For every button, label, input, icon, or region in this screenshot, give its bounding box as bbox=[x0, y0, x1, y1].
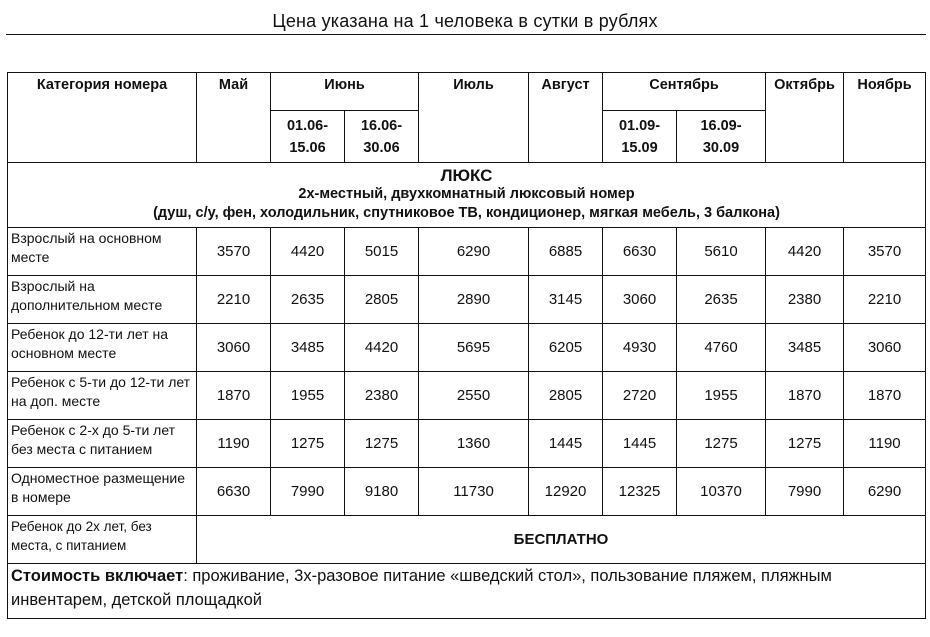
price-cell: 11730 bbox=[419, 468, 529, 516]
price-cell: 2635 bbox=[271, 276, 345, 324]
price-cell: 2805 bbox=[529, 372, 603, 420]
price-cell: 12325 bbox=[603, 468, 677, 516]
price-cell: 2550 bbox=[419, 372, 529, 420]
price-cell: 1955 bbox=[271, 372, 345, 420]
includes-text: : проживание, 3х-разовое питание «шведский стол», пользование пляжем, пляжным инвентарем, детской площадкой bbox=[11, 567, 832, 609]
header-september-period-1 bbox=[603, 111, 677, 163]
price-cell: 7990 bbox=[766, 468, 844, 516]
price-cell: 6885 bbox=[529, 228, 603, 276]
price-cell: 1870 bbox=[844, 372, 926, 420]
row-label: Ребенок до 12-ти лет на основном месте bbox=[8, 324, 197, 372]
price-cell: 4420 bbox=[271, 228, 345, 276]
header-june: Июнь bbox=[271, 73, 419, 111]
price-cell: 1360 bbox=[419, 420, 529, 468]
sep-period-1-end: 15.09 bbox=[621, 139, 658, 156]
price-cell: 2210 bbox=[197, 276, 271, 324]
price-cell: 9180 bbox=[345, 468, 419, 516]
row-label: Одноместное размещение в номере bbox=[8, 468, 197, 516]
price-cell: 3485 bbox=[766, 324, 844, 372]
header-may: Май bbox=[197, 73, 271, 163]
price-cell: 3570 bbox=[197, 228, 271, 276]
section-title: ЛЮКС bbox=[440, 166, 493, 185]
price-cell: 5695 bbox=[419, 324, 529, 372]
price-cell: 1445 bbox=[603, 420, 677, 468]
price-cell: 1275 bbox=[677, 420, 766, 468]
header-september: Сентябрь bbox=[603, 73, 766, 111]
page-caption: Цена указана на 1 человека в сутки в рублях bbox=[272, 11, 658, 31]
price-cell: 2210 bbox=[844, 276, 926, 324]
price-cell: 1190 bbox=[844, 420, 926, 468]
june-period-1-end: 15.06 bbox=[289, 139, 326, 156]
price-cell: 6205 bbox=[529, 324, 603, 372]
section-amenities: (душ, с/у, фен, холодильник, спутниковое ТВ, кондиционер, мягкая мебель, 3 балкона) bbox=[153, 205, 780, 221]
row-label: Ребенок с 5-ти до 12-ти лет на доп. месте bbox=[8, 372, 197, 420]
header-september-period-2 bbox=[677, 111, 766, 163]
june-period-1-start: 01.06- bbox=[286, 117, 329, 134]
price-cell: 3060 bbox=[197, 324, 271, 372]
free-row bbox=[8, 516, 926, 564]
row-label: Взрослый на основном месте bbox=[8, 228, 197, 276]
price-cell: 1870 bbox=[197, 372, 271, 420]
price-cell: 1445 bbox=[529, 420, 603, 468]
section-header bbox=[8, 163, 926, 228]
price-cell: 10370 bbox=[677, 468, 766, 516]
price-cell: 1275 bbox=[766, 420, 844, 468]
sep-period-2-start: 16.09- bbox=[700, 117, 742, 134]
price-cell: 2380 bbox=[766, 276, 844, 324]
price-cell: 1955 bbox=[677, 372, 766, 420]
header-row bbox=[8, 73, 926, 111]
table-row bbox=[8, 468, 926, 516]
price-cell: 5610 bbox=[677, 228, 766, 276]
row-label: Ребенок до 2х лет, без места, с питанием bbox=[8, 516, 197, 564]
header-august: Август bbox=[529, 73, 603, 163]
price-cell: 2635 bbox=[677, 276, 766, 324]
price-cell: 3570 bbox=[844, 228, 926, 276]
row-label: Ребенок с 2-х до 5-ти лет без места с питанием bbox=[8, 420, 197, 468]
header-category: Категория номера bbox=[8, 73, 197, 163]
price-cell: 6630 bbox=[197, 468, 271, 516]
price-cell: 2380 bbox=[345, 372, 419, 420]
price-table bbox=[7, 72, 926, 619]
price-cell: 7990 bbox=[271, 468, 345, 516]
header-june-period-1 bbox=[271, 111, 345, 163]
header-october: Октябрь bbox=[766, 73, 844, 163]
section-header-row bbox=[8, 163, 926, 228]
price-cell: 1870 bbox=[766, 372, 844, 420]
sep-period-2-end: 30.09 bbox=[702, 139, 740, 156]
table-row bbox=[8, 372, 926, 420]
sep-period-1-start: 01.09- bbox=[618, 117, 661, 134]
table-row bbox=[8, 276, 926, 324]
june-period-2-start: 16.06- bbox=[360, 117, 403, 134]
includes-row bbox=[8, 564, 926, 619]
header-june-period-2 bbox=[345, 111, 419, 163]
price-cell: 2720 bbox=[603, 372, 677, 420]
price-cell: 3060 bbox=[603, 276, 677, 324]
price-cell: 4930 bbox=[603, 324, 677, 372]
price-cell: 4760 bbox=[677, 324, 766, 372]
price-cell: 4420 bbox=[345, 324, 419, 372]
includes-note bbox=[8, 564, 926, 619]
price-cell: 12920 bbox=[529, 468, 603, 516]
caption-underline bbox=[6, 34, 926, 35]
header-november: Ноябрь bbox=[844, 73, 926, 163]
price-cell: 1190 bbox=[197, 420, 271, 468]
free-value: БЕСПЛАТНО bbox=[197, 516, 926, 564]
includes-label: Стоимость включает bbox=[11, 567, 184, 585]
price-cell: 1275 bbox=[345, 420, 419, 468]
section-subtitle: 2х-местный, двухкомнатный люксовый номер bbox=[298, 186, 635, 202]
price-cell: 5015 bbox=[345, 228, 419, 276]
price-cell: 6290 bbox=[844, 468, 926, 516]
table-row bbox=[8, 420, 926, 468]
header-july: Июль bbox=[419, 73, 529, 163]
price-cell: 1275 bbox=[271, 420, 345, 468]
price-cell: 3485 bbox=[271, 324, 345, 372]
price-cell: 6290 bbox=[419, 228, 529, 276]
price-cell: 3060 bbox=[844, 324, 926, 372]
price-cell: 2805 bbox=[345, 276, 419, 324]
table-row bbox=[8, 228, 926, 276]
june-period-2-end: 30.06 bbox=[363, 139, 400, 156]
row-label: Взрослый на дополнительном месте bbox=[8, 276, 197, 324]
price-cell: 3145 bbox=[529, 276, 603, 324]
table-row bbox=[8, 324, 926, 372]
price-cell: 6630 bbox=[603, 228, 677, 276]
price-cell: 4420 bbox=[766, 228, 844, 276]
price-cell: 2890 bbox=[419, 276, 529, 324]
